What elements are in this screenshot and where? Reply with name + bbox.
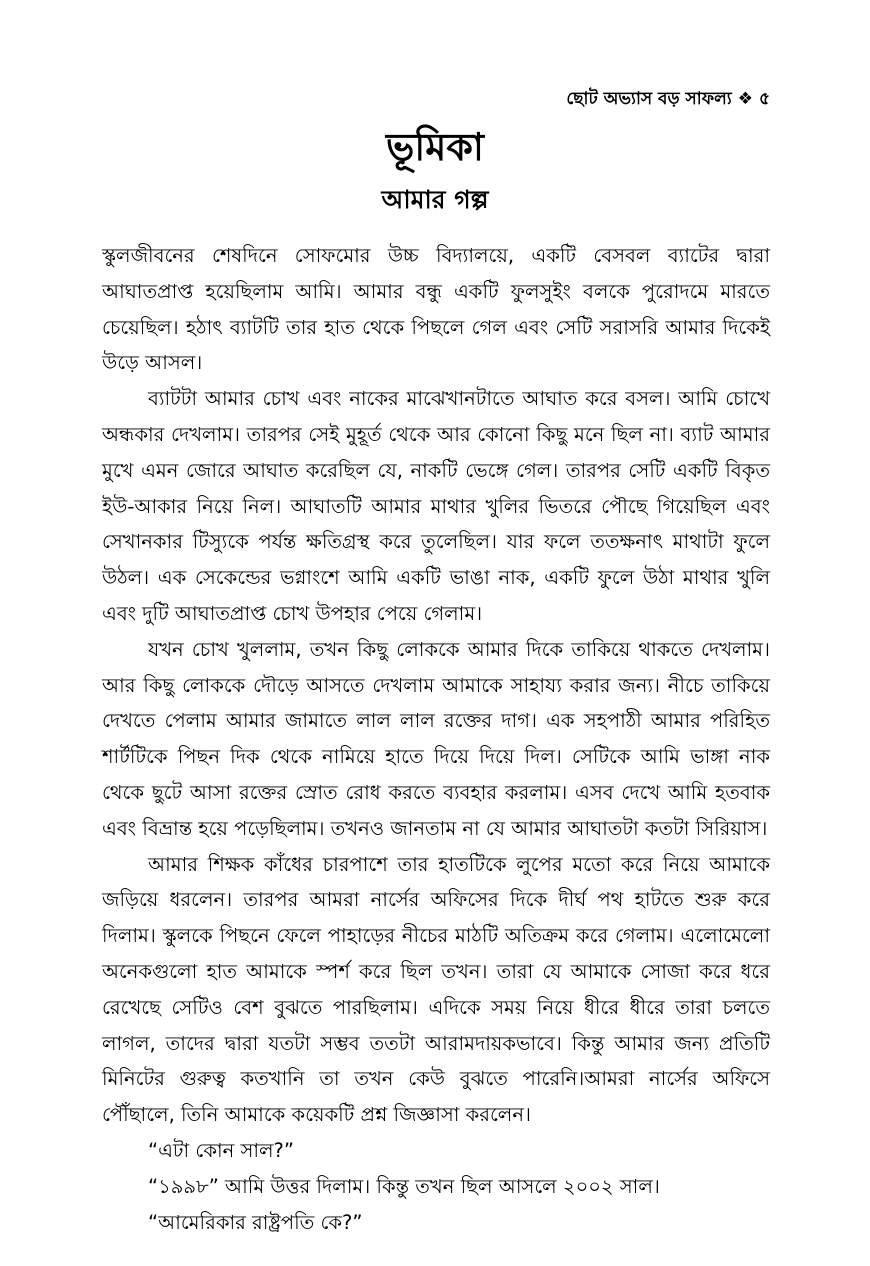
dialogue-line: “১৯৯৮” আমি উত্তর দিলাম। কিন্তু তখন ছিল আসলে ২০০২ সাল। [148,1174,660,1198]
body-text [102,238,770,1240]
dialogue-line: “আমেরিকার রাষ্ট্রপতি কে?” [148,1210,363,1234]
running-title: ছোট অভ্যাস বড় সাফল্য [566,89,732,109]
dialogue-line: “এটা কোন সাল?” [148,1138,294,1162]
paragraph: আমার শিক্ষক কাঁধের চারপাশে তার হাতটিকে লুপের মতো করে নিয়ে আমাকে জড়িয়ে ধরলেন। তারপর আমরা নার্সের অফিসের দিকে দীর্ঘ পথ হাটতে শুরু করে দিলাম। স্কুলকে পিছনে ফেলে পাহাড়ের নীচের মাঠটি অতিক্রম করে গেলাম। এলোমেলো অনেকগুলো হাত আমাকে স্পর্শ করে ছিল তখন। তারা যে আমাকে সোজা করে ধরে রেখেছে সেটিও বেশ বুঝতে পারছিলাম। এদিকে সময় নিয়ে ধীরে ধীরে তারা চলতে লাগল, তাদের দ্বারা যতটা সম্ভব ততটা আরামদায়কভাবে। কিন্তু আমার জন্য প্রতিটি মিনিটের গুরুত্ব কতখানি তা তখন কেউ বুঝতে পারেনি।আমরা নার্সের অফিসে পৌঁছালে, তিনি আমাকে কয়েকটি প্রশ্ন জিজ্ঞাসা করলেন। [102,852,770,1127]
running-header [566,86,770,114]
paragraph: ব্যাটটা আমার চোখ এবং নাকের মাঝেখানটাতে আঘাত করে বসল। আমি চোখে অন্ধকার দেখলাম। তারপর সেই মুহূর্ত থেকে আর কোনো কিছু মনে ছিল না। ব্যাট আমার মুখে এমন জোরে আঘাত করেছিল যে, নাকটি ভেঙ্গে গেল। তারপর সেটি একটি বিকৃত ইউ-আকার নিয়ে নিল। আঘাতটি আমার মাথার খুলির ভিতরে পৌছে গিয়েছিল এবং সেখানকার টিস্যুকে পর্যন্ত ক্ষতিগ্রস্থ করে তুলেছিল। যার ফলে ততক্ষনাৎ মাথাটা ফুলে উঠল। এক সেকেন্ডের ভগ্নাংশে আমি একটি ভাঙা নাক, একটি ফুলে উঠা মাথার খুলি এবং দুটি আঘাতপ্রাপ্ত চোখ উপহার পেয়ে গেলাম। [102,387,770,625]
ornament-icon: ❖ [737,89,753,109]
paragraph: স্কুলজীবনের শেষদিনে সোফমোর উচ্চ বিদ্যালয়ে, একটি বেসবল ব্যাটের দ্বারা আঘাতপ্রাপ্ত হয়েছিলাম আমি। আমার বন্ধু একটি ফুলসুইং বলকে পুরোদমে মারতে চেয়েছিল। হঠাৎ ব্যাটটি তার হাত থেকে পিছলে গেল এবং সেটি সরাসরি আমার দিকেই উড়ে আসল। [102,244,770,375]
chapter-subtitle: আমার গল্প [381,185,489,214]
page-number: ৫ [758,89,770,109]
chapter-title: ভূমিকা [386,125,484,169]
paragraph: যখন চোখ খুললাম, তখন কিছু লোককে আমার দিকে তাকিয়ে থাকতে দেখলাম। আর কিছু লোককে দৌড়ে আসতে দেখলাম আমাকে সাহায্য করার জন্য। নীচে তাকিয়ে দেখতে পেলাম আমার জামাতে লাল লাল রক্তের দাগ। এক সহপাঠী আমার পরিহিত শার্টটিকে পিছন দিক থেকে নামিয়ে হাতে দিয়ে দিয়ে দিল। সেটিকে আমি ভাঙ্গা নাক থেকে ছুটে আসা রক্তের স্রোত রোধ করতে ব্যবহার করলাম। এসব দেখে আমি হতবাক এবং বিভ্রান্ত হয়ে পড়েছিলাম। তখনও জানতাম না যে আমার আঘাতটা কতটা সিরিয়াস। [102,637,770,840]
